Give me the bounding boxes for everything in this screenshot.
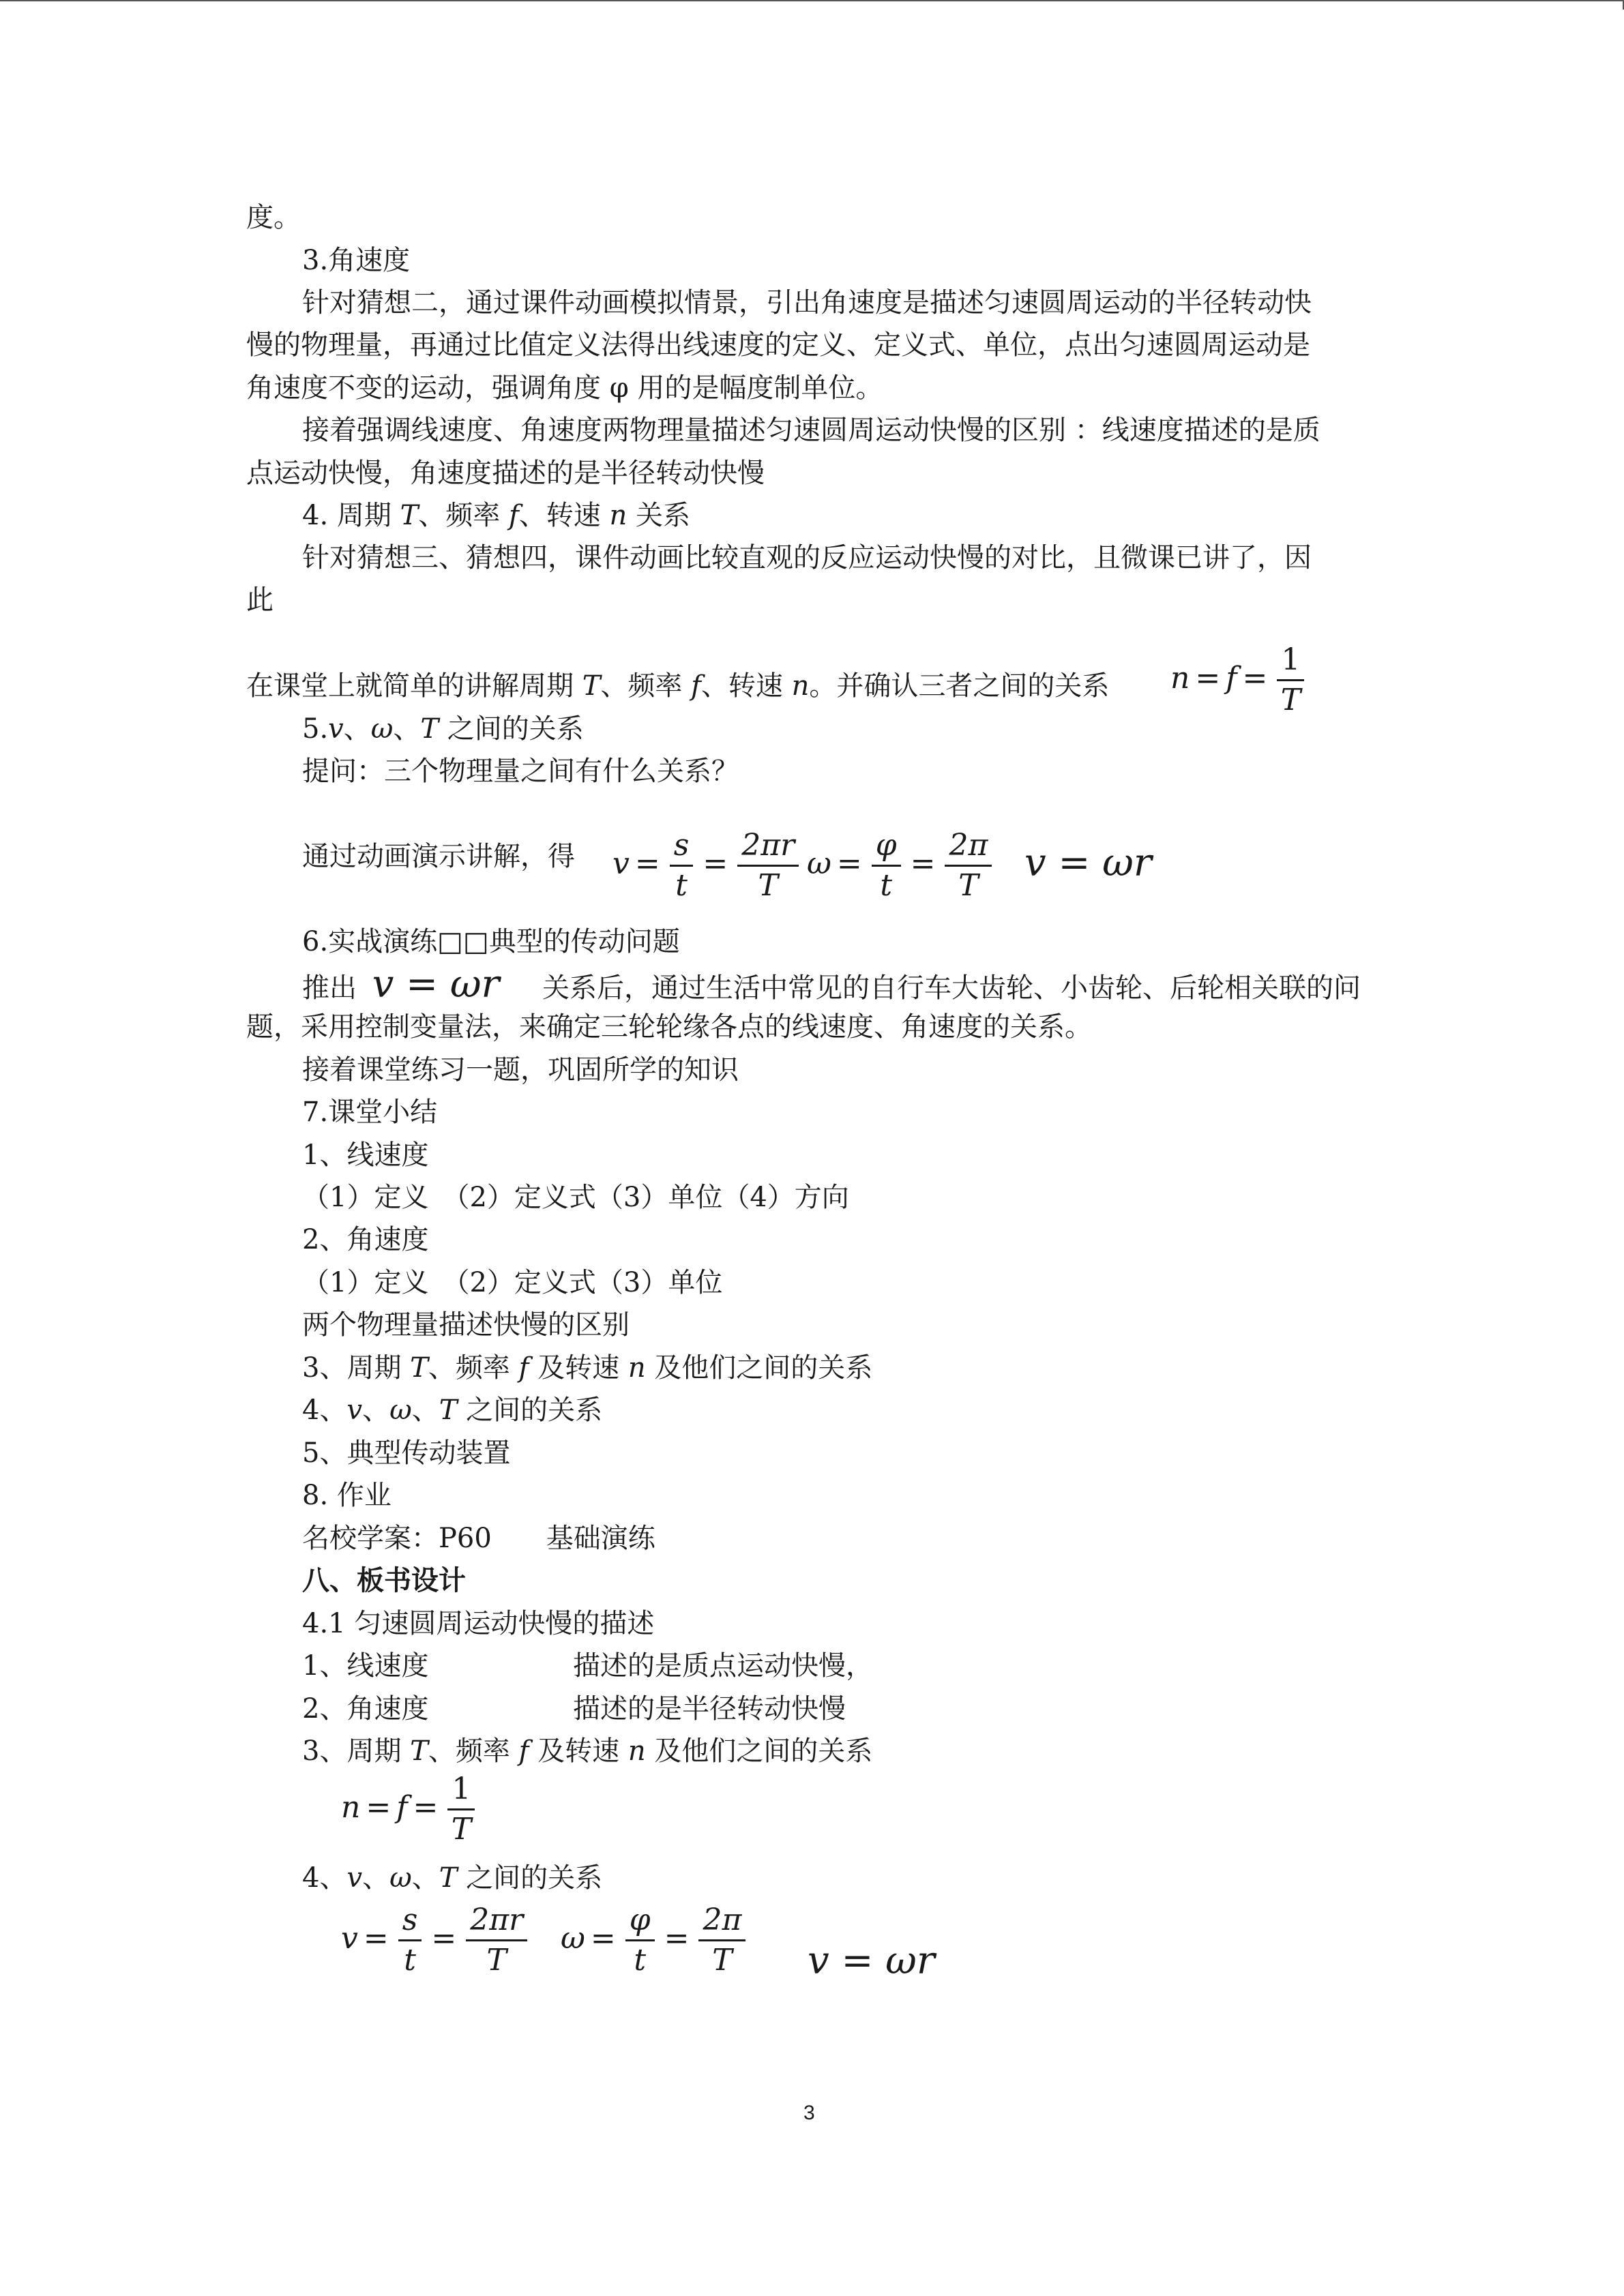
text-run: 、: [393, 713, 421, 745]
fraction: [447, 1770, 475, 1849]
text-run: 3、周期: [302, 1352, 411, 1384]
fraction: [625, 1901, 655, 1980]
fraction-denominator: t: [404, 1943, 416, 1978]
formula-omega-phi-over-t: [561, 1901, 750, 1980]
fraction-numerator: 2π: [698, 1901, 745, 1941]
text-run: 及转速: [529, 1352, 628, 1384]
math-operator: =: [703, 846, 728, 881]
list-item: 两个物理量描述快慢的区别: [302, 1309, 630, 1341]
list-item: （1）定义 （2）定义式（3）单位: [302, 1267, 723, 1298]
fraction-numerator: 2πr: [466, 1901, 527, 1941]
text-run: 之间的关系: [457, 1862, 603, 1894]
fraction-denominator: T: [958, 868, 979, 903]
math-symbol: T: [439, 1862, 458, 1894]
fraction: [872, 826, 901, 905]
math-symbol: ω: [370, 713, 394, 745]
math-operator: =: [1242, 661, 1268, 696]
fraction-numerator: 2π: [945, 826, 992, 867]
text-line: 度。: [246, 202, 301, 233]
list-item: 5、典型传动装置: [302, 1437, 511, 1469]
fraction-numerator: s: [398, 1901, 422, 1941]
math-symbol: v: [328, 713, 344, 745]
math-symbol: f: [691, 670, 701, 702]
math-symbol: ω: [561, 1921, 585, 1956]
text-line: [302, 962, 1361, 1007]
math-operator: =: [910, 846, 936, 881]
board-item: [302, 1733, 872, 1769]
text-run: 、: [411, 1862, 439, 1894]
fraction-numerator: 1: [1277, 641, 1304, 681]
text-run: 、: [411, 1395, 439, 1426]
math-operator: =: [590, 1921, 616, 1956]
fraction-numerator: φ: [872, 826, 901, 867]
math-symbol: v: [341, 1921, 358, 1956]
text-run: 、频率: [600, 670, 692, 702]
text-line: 接着强调线速度、角速度两物理量描述匀速圆周运动快慢的区别 ：线速度描述的是质: [302, 415, 1320, 446]
formula-v-omega-r: v = ωr: [808, 1939, 935, 1983]
list-item: [302, 1350, 872, 1386]
list-item: 1、线速度: [302, 1139, 429, 1171]
math-symbol: T: [439, 1395, 458, 1426]
section-heading: 3.角速度: [302, 245, 411, 276]
text-run: 及转速: [529, 1735, 628, 1767]
fraction-denominator: T: [758, 868, 778, 903]
text-run: 1、线速度: [302, 1650, 429, 1682]
board-item: [302, 1860, 602, 1896]
text-line: 针对猜想二，通过课件动画模拟情景，引出角速度是描述匀速圆周运动的半径转动快: [302, 287, 1312, 318]
math-symbol: T: [582, 670, 601, 702]
math-operator: =: [366, 1790, 392, 1825]
text-run: 、频率: [428, 1352, 519, 1384]
text-run: 2、角速度: [302, 1693, 429, 1725]
math-symbol: f: [1226, 661, 1237, 696]
fraction-denominator: T: [1280, 683, 1301, 717]
math-symbol: f: [518, 1735, 529, 1767]
text-run: 。并确认三者之间的关系: [809, 670, 1110, 702]
math-symbol: n: [341, 1790, 361, 1825]
board-item: [302, 1648, 428, 1684]
text-run: 4. 周期: [302, 500, 400, 531]
math-symbol: ω: [389, 1395, 412, 1426]
fraction: [398, 1901, 422, 1980]
fraction: [670, 826, 694, 905]
text-run: 推出: [302, 972, 357, 1004]
section-heading: 7.课堂小结: [302, 1097, 438, 1128]
text-run: 4、: [302, 1395, 347, 1426]
math-symbol: n: [628, 1735, 646, 1767]
chapter-heading: 八、板书设计: [302, 1564, 466, 1596]
text-line: 接着课堂练习一题，巩固所学的知识: [302, 1054, 739, 1086]
page-number: 3: [803, 2102, 815, 2124]
formula-v-omega-r-inline: v = ωr: [372, 962, 500, 1007]
formula-v-s-over-t: [341, 1901, 531, 1980]
text-run: 之间的关系: [439, 713, 584, 745]
text-run: 关系: [627, 500, 691, 531]
math-operator: =: [363, 1921, 389, 1956]
text-line: 此: [246, 584, 274, 616]
text-line: 题，采用控制变量法，来确定三轮轮缘各点的线速度、角速度的关系。: [246, 1011, 1092, 1043]
math-symbol: n: [791, 670, 810, 702]
text-line: 提问：三个物理量之间有什么关系？: [302, 756, 739, 787]
math-symbol: n: [628, 1352, 646, 1384]
list-item: 2、角速度: [302, 1224, 429, 1255]
text-run: 、转速: [700, 670, 792, 702]
fraction-denominator: T: [451, 1812, 472, 1847]
board-item-description: 描述的是半径转动快慢: [573, 1693, 846, 1725]
formula-omega-phi-over-t: [807, 826, 996, 905]
math-symbol: T: [400, 500, 419, 531]
math-symbol: ω: [807, 846, 831, 881]
math-operator: =: [1195, 661, 1221, 696]
fraction: [698, 1901, 745, 1980]
text-run: 、: [343, 713, 371, 745]
text-run: 3、周期: [302, 1735, 411, 1767]
math-operator: =: [836, 846, 862, 881]
fraction-denominator: t: [880, 868, 893, 903]
text-run: 、转速: [518, 500, 610, 531]
fraction: [466, 1901, 527, 1980]
section-heading: [302, 498, 690, 533]
formula-n-f-1-over-T: [1170, 641, 1308, 719]
fraction-numerator: s: [670, 826, 694, 867]
text-run: 在课堂上就简单的讲解周期: [246, 670, 582, 702]
fraction-numerator: φ: [625, 1901, 655, 1941]
text-run: 4、: [302, 1862, 347, 1894]
text-run: 之间的关系: [457, 1395, 603, 1426]
fraction-denominator: t: [634, 1943, 647, 1978]
math-symbol: T: [410, 1735, 428, 1767]
fraction-numerator: 1: [447, 1770, 475, 1810]
math-symbol: f: [518, 1352, 529, 1384]
text-run: 5.: [302, 713, 329, 745]
math-symbol: n: [609, 500, 628, 531]
formula-v-omega-r: v = ωr: [1024, 841, 1152, 885]
list-item: [302, 1392, 602, 1428]
text-line: 名校学案：P60 基础演练: [302, 1523, 655, 1554]
math-symbol: n: [1170, 661, 1190, 696]
math-symbol: v: [346, 1395, 363, 1426]
page-top-border: [0, 0, 1623, 1]
fraction: [1277, 641, 1304, 719]
board-item: [302, 1691, 428, 1727]
section-heading: 8. 作业: [302, 1480, 392, 1511]
text-line: 针对猜想三、猜想四，课件动画比较直观的反应运动快慢的对比，且微课已讲了，因: [302, 542, 1312, 573]
math-symbol: ω: [389, 1862, 412, 1894]
formula-v-s-over-t: [612, 826, 803, 905]
text-line: 角速度不变的运动，强调角度 φ 用的是幅度制单位。: [246, 372, 883, 404]
fraction-numerator: 2πr: [737, 826, 799, 867]
text-run: 关系后，通过生活中常见的自行车大齿轮、小齿轮、后轮相关联的问: [542, 972, 1361, 1004]
text-run: 及他们之间的关系: [645, 1352, 873, 1384]
list-item: （1）定义 （2）定义式（3）单位（4）方向: [302, 1182, 849, 1213]
text-line: 点运动快慢，角速度描述的是半径转动快慢: [246, 458, 765, 489]
fraction-denominator: T: [486, 1943, 507, 1978]
math-symbol: v: [346, 1862, 363, 1894]
math-operator: =: [431, 1921, 457, 1956]
formula-n-f-1-over-T: [341, 1770, 479, 1849]
board-title: 4.1 匀速圆周运动快慢的描述: [302, 1608, 655, 1639]
math-symbol: f: [396, 1790, 408, 1825]
text-run: 、频率: [418, 500, 509, 531]
math-symbol: f: [509, 500, 519, 531]
section-heading: [302, 711, 584, 747]
text-line: 通过动画演示讲解，得: [302, 841, 575, 872]
fraction-denominator: T: [712, 1943, 733, 1978]
math-operator: =: [413, 1790, 439, 1825]
fraction: [945, 826, 992, 905]
text-line: [246, 668, 1109, 704]
fraction: [737, 826, 799, 905]
section-heading: 6.实战演练□□典型的传动问题: [302, 926, 680, 957]
board-item-description: 描述的是质点运动快慢，: [573, 1650, 873, 1682]
text-run: 及他们之间的关系: [645, 1735, 873, 1767]
text-run: 、: [362, 1862, 390, 1894]
math-symbol: v: [612, 846, 630, 881]
math-symbol: T: [420, 713, 439, 745]
math-operator: =: [664, 1921, 690, 1956]
text-run: 、: [362, 1395, 390, 1426]
text-run: 、频率: [428, 1735, 519, 1767]
math-symbol: T: [410, 1352, 428, 1384]
math-operator: =: [634, 846, 660, 881]
fraction-denominator: t: [675, 868, 688, 903]
text-line: 慢的物理量，再通过比值定义法得出线速度的定义、定义式、单位，点出匀速圆周运动是: [246, 329, 1310, 361]
